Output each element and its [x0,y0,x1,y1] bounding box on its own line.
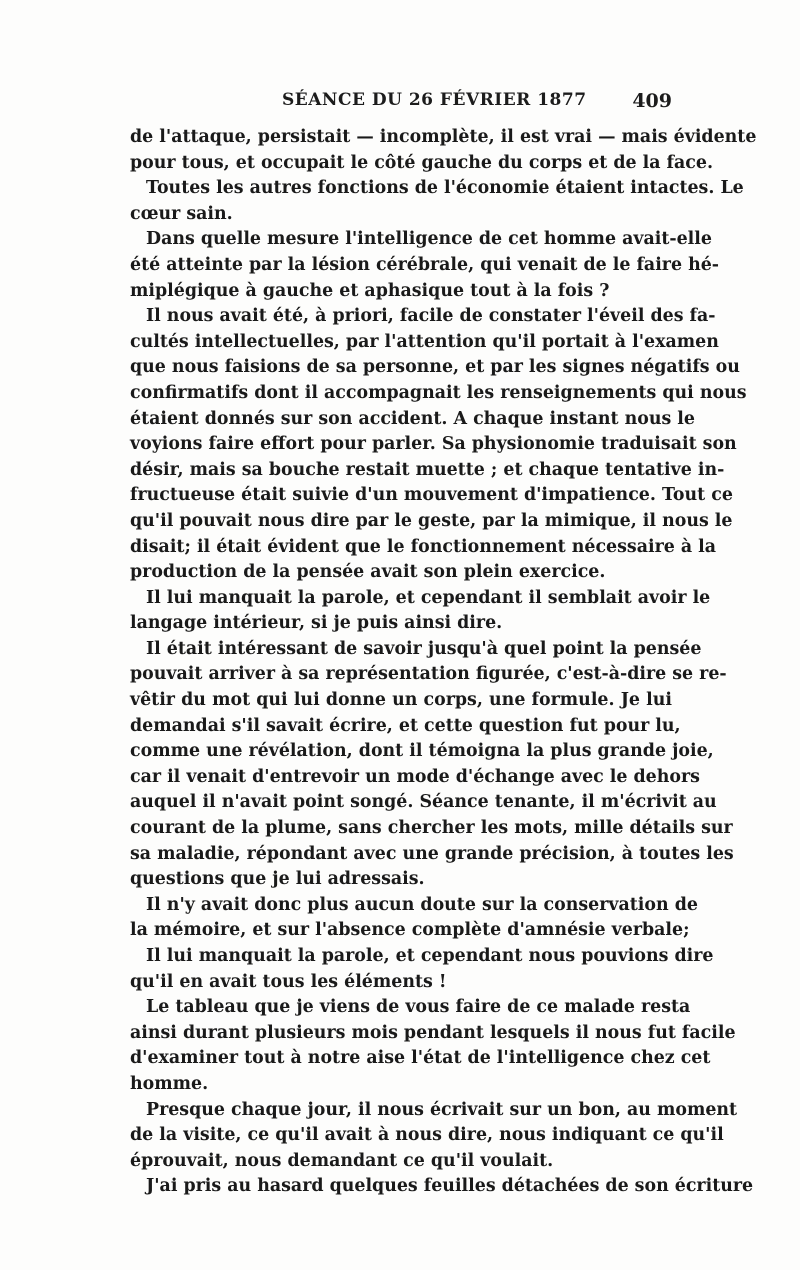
text-line: miplégique à gauche et aphasique tout à la fois ? [130,280,610,301]
text-line: ainsi durant plusieurs mois pendant lesquels il nous fut facile [130,1022,736,1043]
text-line: Il nous avait été, à priori, facile de constater l'éveil des fa- [146,306,716,327]
text-line: Il n'y avait donc plus aucun doute sur la conservation de [146,894,698,915]
text-line: Toutes les autres fonctions de l'économie étaient intactes. Le [146,178,744,199]
text-line: Presque chaque jour, il nous écrivait sur un bon, au moment [146,1099,738,1120]
text-line: disait; il était évident que le fonctionnement nécessaire à la [130,536,717,557]
text-line: Il était intéressant de savoir jusqu'à quel point la pensée [146,638,702,659]
text-line: été atteinte par la lésion cérébrale, qui venait de le faire hé- [130,254,720,275]
text-line: désir, mais sa bouche restait muette ; et chaque tentative in- [130,459,725,480]
text-line: fructueuse était suivie d'un mouvement d'impatience. Tout ce [130,485,733,506]
text-line: confirmatifs dont il accompagnait les renseignements qui nous [130,382,747,403]
text-line: questions que je lui adressais. [130,869,425,890]
text-line: éprouvait, nous demandant ce qu'il voulait. [130,1150,554,1171]
text-line: production de la pensée avait son plein exercice. [130,562,606,583]
body-text [130,125,757,1200]
text-line: Dans quelle mesure l'intelligence de cet homme avait-elle [146,229,712,250]
running-title: SÉANCE DU 26 FÉVRIER 1877 [282,90,587,110]
text-line: courant de la plume, sans chercher les mots, mille détails sur [130,818,733,839]
text-line: vêtir du mot qui lui donne un corps, une formule. Je lui [130,690,672,711]
text-line: étaient donnés sur son accident. A chaque instant nous le [130,408,695,429]
text-line: cœur sain. [130,203,233,224]
text-line: Il lui manquait la parole, et cependant il semblait avoir le [146,587,711,608]
page-number: 409 [632,90,672,112]
text-line: que nous faisions de sa personne, et par les signes négatifs ou [130,357,740,378]
text-line: sa maladie, répondant avec une grande précision, à toutes les [130,843,734,864]
page-header [130,90,672,120]
text-line: comme une révélation, dont il témoigna la plus grande joie, [130,741,714,762]
text-line: de la visite, ce qu'il avait à nous dire, nous indiquant ce qu'il [130,1125,724,1146]
text-line: d'examiner tout à notre aise l'état de l'intelligence chez cet [130,1048,711,1069]
text-line: pouvait arriver à sa représentation figurée, c'est-à-dire se re- [130,664,727,685]
text-line: de l'attaque, persistait — incomplète, il est vrai — mais évidente [130,127,757,147]
text-line: J'ai pris au hasard quelques feuilles détachées de son écriture [146,1176,754,1197]
text-line: qu'il pouvait nous dire par le geste, par la mimique, il nous le [130,510,733,531]
text-line: la mémoire, et sur l'absence complète d'amnésie verbale; [130,920,690,941]
text-line: langage intérieur, si je puis ainsi dire. [130,613,503,634]
text-line: qu'il en avait tous les éléments ! [130,971,447,992]
text-line: cultés intellectuelles, par l'attention qu'il portait à l'examen [130,331,719,352]
text-line: Le tableau que je viens de vous faire de ce malade resta [146,997,691,1018]
text-line: voyions faire effort pour parler. Sa physionomie traduisait son [130,434,737,455]
text-line: pour tous, et occupait le côté gauche du corps et de la face. [130,152,714,173]
text-line: auquel il n'avait point songé. Séance tenante, il m'écrivit au [130,792,717,813]
text-line: Il lui manquait la parole, et cependant nous pouvions dire [146,946,714,966]
text-line: homme. [130,1073,209,1094]
text-line: demandai s'il savait écrire, et cette question fut pour lu, [130,715,681,736]
text-line: car il venait d'entrevoir un mode d'échange avec le dehors [130,766,700,787]
